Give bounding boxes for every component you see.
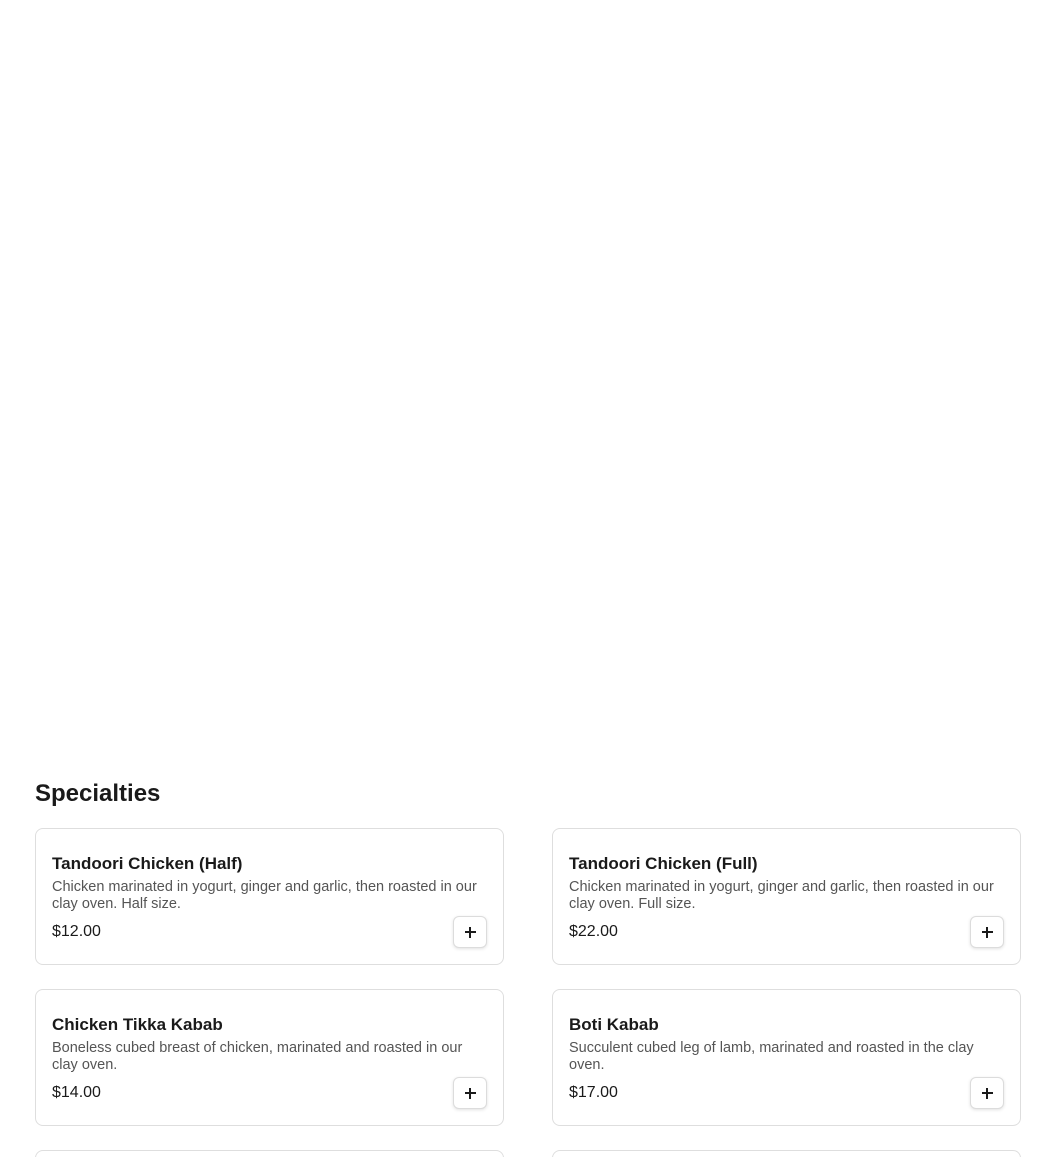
menu-item-description: Chicken marinated in yogurt, ginger and garlic, then roasted in our clay oven. Full size. (569, 879, 994, 912)
menu-item-price: $17.00 (569, 1084, 618, 1101)
menu-item-price: $14.00 (52, 1084, 101, 1101)
menu-item-card-partial[interactable] (35, 1150, 504, 1157)
menu-item-grid (35, 828, 1021, 1126)
menu-item-description: Succulent cubed leg of lamb, marinated and roasted in the clay oven. (569, 1040, 974, 1073)
menu-item-card[interactable] (552, 989, 1021, 1126)
plus-icon (465, 927, 476, 938)
menu-item-name: Tandoori Chicken (Half) (52, 854, 243, 873)
menu-item-name: Boti Kabab (569, 1015, 659, 1034)
add-item-button[interactable] (453, 916, 487, 948)
plus-icon (982, 927, 993, 938)
add-item-button[interactable] (970, 916, 1004, 948)
menu-item-card[interactable] (35, 989, 504, 1126)
add-item-button[interactable] (970, 1077, 1004, 1109)
menu-item-name: Chicken Tikka Kabab (52, 1015, 223, 1034)
section-title: Specialties (35, 780, 161, 807)
menu-item-description: Boneless cubed breast of chicken, marinated and roasted in our clay oven. (52, 1040, 463, 1073)
plus-icon (982, 1088, 993, 1099)
menu-item-price: $12.00 (52, 923, 101, 940)
menu-item-price: $22.00 (569, 923, 618, 940)
menu-item-name: Tandoori Chicken (Full) (569, 854, 758, 873)
menu-item-description: Chicken marinated in yogurt, ginger and garlic, then roasted in our clay oven. Half size. (52, 879, 477, 912)
add-item-button[interactable] (453, 1077, 487, 1109)
menu-item-card[interactable] (35, 828, 504, 965)
plus-icon (465, 1088, 476, 1099)
menu-item-card-partial[interactable] (552, 1150, 1021, 1157)
menu-item-card[interactable] (552, 828, 1021, 965)
